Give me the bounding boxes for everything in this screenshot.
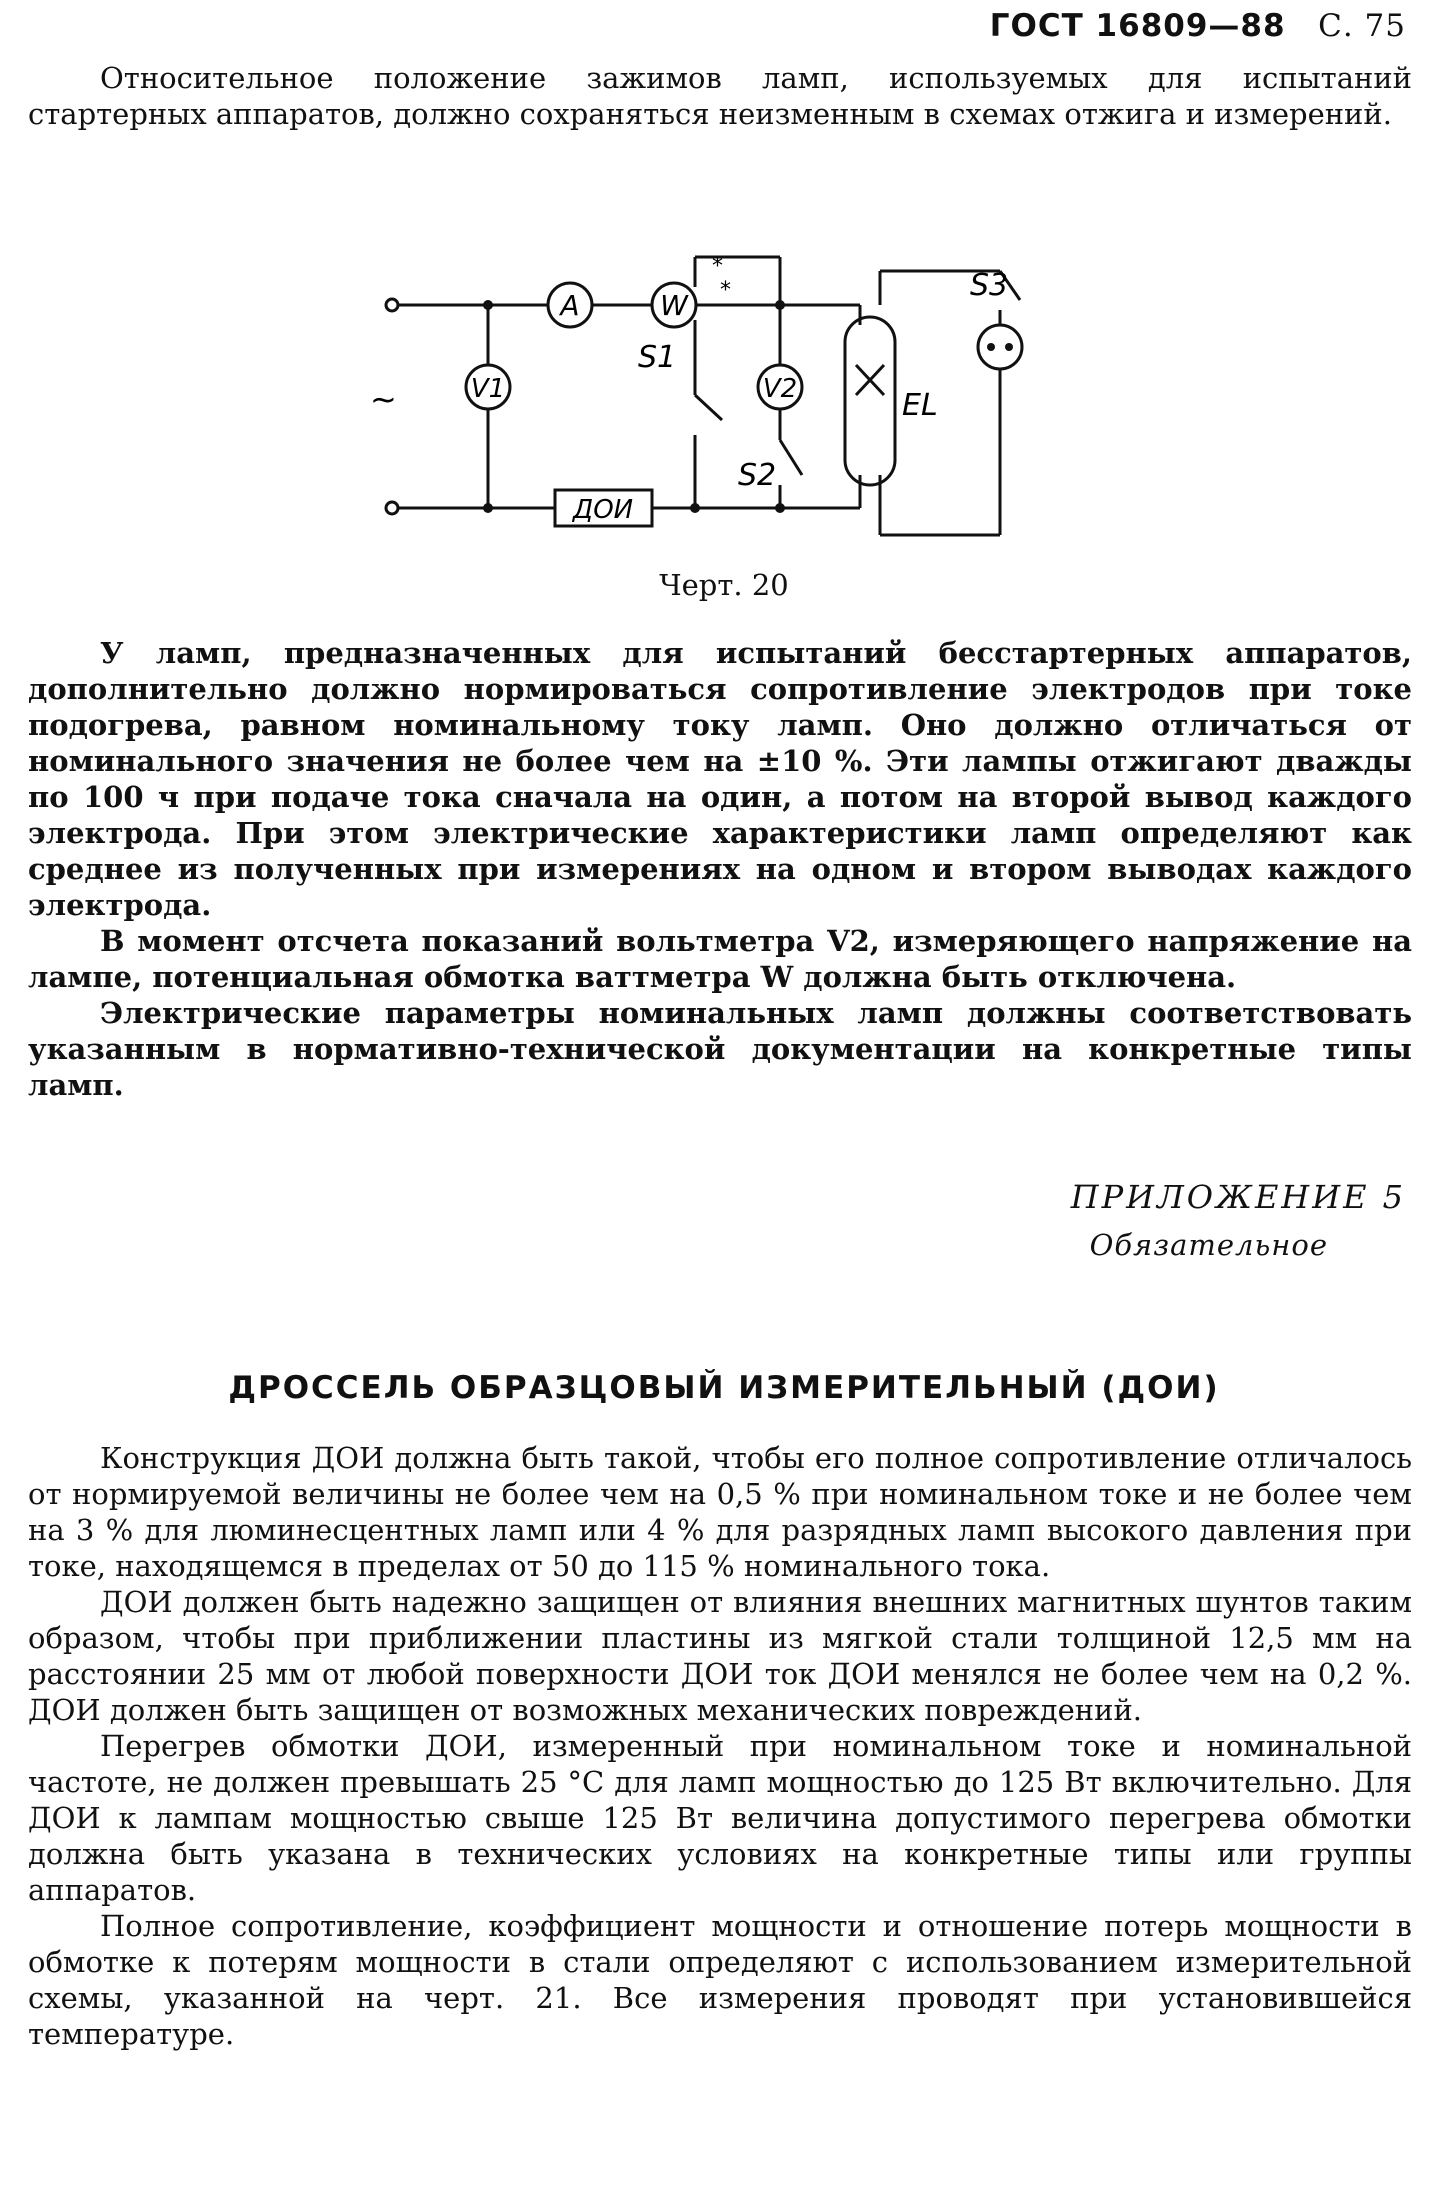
paragraph-parameters: Электрические параметры номинальных ламп должны соответствовать указанным в нормативно-технической документации на конкретные типы ламп. (28, 996, 1412, 1102)
paragraph-doi-overheat: Перегрев обмотки ДОИ, измеренный при номинальном токе и номинальной частоте, не должен превышать 25 °С для ламп мощностью до 125 Вт включительно. Для ДОИ к лампам мощностью свыше 125 Вт величина допустимого перегрева обмотки должна быть указана в технических условиях на конкретные типы или группы аппаратов. (28, 1729, 1412, 1907)
wattmeter-label: W (660, 289, 688, 322)
intro-paragraph-block (28, 60, 1412, 132)
paragraph-electrodes: У ламп, предназначенных для испытаний бесстартерных аппаратов, дополнительно должно нормироваться сопротивление электродов при токе подогрева, равном номинальному току ламп. Оно должно отличаться от номинального значения не более чем на ±10 %. Эти лампы отжигают дважды по 100 ч при подаче тока сначала на один, а потом на второй вывод каждого электрода. При этом электрические характеристики ламп определяют как среднее из полученных при измерениях на одном и втором выводах каждого электрода. (28, 636, 1412, 922)
s2-label: S2 (738, 458, 777, 493)
ac-symbol: ~ (370, 380, 397, 418)
paragraph-doi-shielding: ДОИ должен быть надежно защищен от влияния внешних магнитных шунтов таким образом, чтобы при приближении пластины из мягкой стали толщиной 12,5 мм на расстоянии 25 мм от любой поверхности ДОИ ток ДОИ менялся не более чем на 0,2 %. ДОИ должен быть защищен от возможных механических повреждений. (28, 1585, 1412, 1727)
standard-number: ГОСТ 16809—88 (989, 8, 1286, 44)
appendix-status: Обязательное (1089, 1228, 1328, 1262)
el-label: EL (902, 388, 938, 423)
v2-label: V2 (762, 374, 798, 404)
s1-label: S1 (638, 340, 677, 375)
section-title: ДРОССЕЛЬ ОБРАЗЦОВЫЙ ИЗМЕРИТЕЛЬНЫЙ (ДОИ) (228, 1370, 1220, 1406)
circuit-diagram (360, 245, 1060, 545)
v1-label: V1 (470, 374, 506, 404)
wattmeter-star-1: * (712, 254, 723, 279)
intro-paragraph: Относительное положение зажимов ламп, используемых для испытаний стартерных аппаратов, должно сохраняться неизменным в схемах отжига и измерений. (28, 61, 1412, 131)
wattmeter-star-2: * (720, 278, 731, 303)
page-number: С. 75 (1318, 8, 1406, 44)
s3-label: S3 (970, 268, 1009, 303)
paragraph-doi-measurement: Полное сопротивление, коэффициент мощности и отношение потерь мощности в обмотке к потерям мощности в стали определяют с использованием измерительной схемы, указанной на черт. 21. Все измерения проводят при установившейся температуре. (28, 1909, 1412, 2051)
doi-label: ДОИ (572, 495, 634, 525)
appendix-title: ПРИЛОЖЕНИЕ 5 (1070, 1178, 1406, 1216)
ammeter-label: A (560, 289, 580, 322)
page-header (990, 8, 1406, 44)
body-text-top (28, 635, 1412, 1103)
paragraph-voltmeter: В момент отсчета показаний вольтметра V2, измеряющего напряжение на лампе, потенциальная обмотка ваттметра W должна быть отключена. (28, 924, 1412, 994)
paragraph-doi-construction: Конструкция ДОИ должна быть такой, чтобы его полное сопротивление отличалось от нормируемой величины не более чем на 0,5 % при номинальном токе и не более чем на 3 % для люминесцентных ламп или 4 % для разрядных ламп высокого давления при токе, находящемся в пределах от 50 до 115 % номинального тока. (28, 1441, 1412, 1583)
body-text-bottom (28, 1440, 1412, 2052)
figure-caption: Черт. 20 (659, 568, 789, 602)
